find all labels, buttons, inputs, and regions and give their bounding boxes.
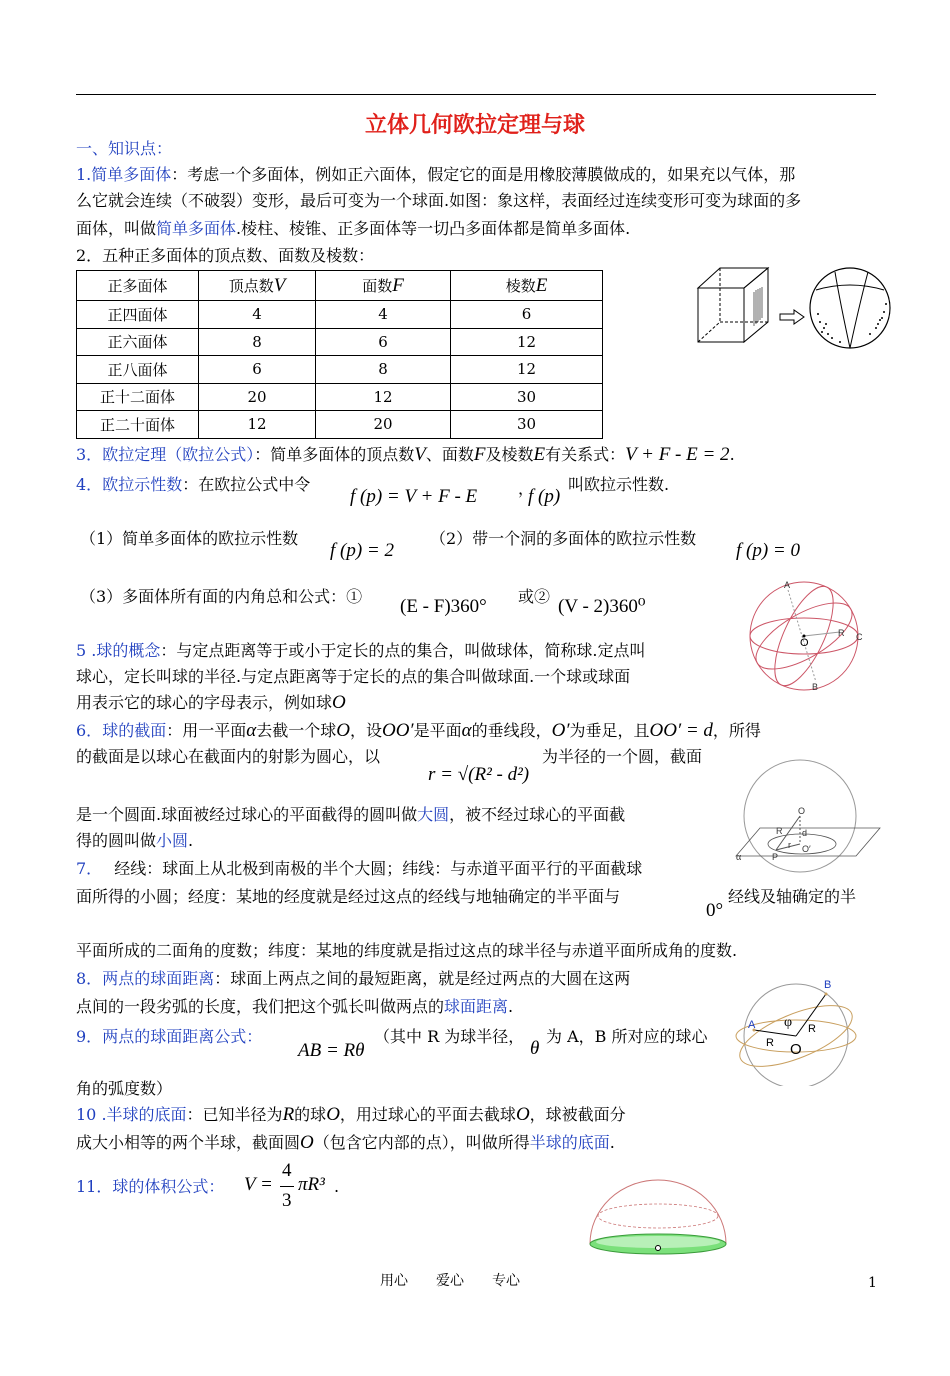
item1-line3-post: .棱柱、棱锥、正多面体等一切凸多面体都是简单多面体. bbox=[236, 219, 631, 238]
header-cell bbox=[451, 271, 603, 301]
item9-line2: 角的弧度数） bbox=[76, 1079, 173, 1098]
item4-num: 4． bbox=[76, 475, 103, 494]
table-cell: 6 bbox=[316, 328, 451, 356]
item6-op: O′ bbox=[551, 720, 570, 741]
item5-line3-text: 用表示它的球心的字母表示，例如球 bbox=[76, 693, 333, 712]
volume-frac-num: 4 bbox=[282, 1160, 292, 1181]
item1-line3 bbox=[76, 218, 630, 240]
item5-line2: 球心，定长叫球的半径.与定点距离等于定长的点的集合叫做球面.一个球或球面 bbox=[76, 667, 631, 686]
item6-text-b: 去截一个球 bbox=[256, 721, 337, 740]
item1-term: 简单多面体 bbox=[91, 165, 172, 184]
item7-zero-degree: 0° bbox=[706, 900, 724, 921]
item9-text-b: 为 A，B 所对应的球心 bbox=[546, 1027, 708, 1046]
item8-line2 bbox=[76, 996, 513, 1018]
polyhedra-table bbox=[76, 270, 603, 439]
header-var: F bbox=[392, 274, 404, 296]
table-row bbox=[77, 356, 603, 384]
item6-text-d: 是平面 bbox=[413, 721, 462, 740]
fig3-label-a: A bbox=[748, 1019, 756, 1031]
item3-text-a: ：简单多面体的顶点数 bbox=[254, 445, 415, 464]
table-cell: 12 bbox=[451, 328, 603, 356]
page-title: 立体几何欧拉定理与球 bbox=[364, 113, 585, 138]
radius-formula: r = √(R² - d²) bbox=[428, 764, 530, 785]
item6-text-c: ，设 bbox=[349, 721, 382, 740]
item7-line3: 平面所成的二面角的度数；纬度：某地的纬度就是指过这点的球半径与赤道平面所成角的度数. bbox=[76, 941, 738, 960]
euler-char-formula: f (p) = V + F - E bbox=[350, 486, 478, 507]
header-label: 顶点数 bbox=[228, 276, 274, 295]
item9-line1 bbox=[76, 1026, 262, 1048]
table-cell: 4 bbox=[316, 301, 451, 329]
table-row bbox=[77, 383, 603, 411]
fig3-label-r1: R bbox=[808, 1023, 816, 1035]
item10-o: O bbox=[326, 1104, 340, 1125]
hemisphere-figure bbox=[582, 1176, 732, 1260]
item4-fp: f (p) bbox=[528, 486, 561, 507]
item5-text: ：与定点距离等于或小于定长的点的集合，叫做球体，简称球.定点叫 bbox=[160, 641, 646, 660]
table-cell: 12 bbox=[199, 411, 316, 439]
item6-text-a: ：用一平面 bbox=[166, 721, 247, 740]
item3-line bbox=[76, 444, 735, 466]
item1-num: 1. bbox=[76, 165, 92, 184]
item6-term: 球的截面 bbox=[102, 721, 167, 740]
item11-num: 11． bbox=[76, 1177, 113, 1196]
item1-line3-term: 简单多面体 bbox=[156, 219, 237, 238]
item9-text-a: （其中 R 为球半径， bbox=[374, 1027, 525, 1046]
item10-term: 半球的底面 bbox=[106, 1105, 187, 1124]
volume-frac-bar bbox=[280, 1186, 294, 1187]
table-cell: 6 bbox=[199, 356, 316, 384]
header-cell: 正多面体 bbox=[77, 271, 199, 301]
volume-end: . bbox=[334, 1177, 340, 1196]
item4-text-b: 叫欧拉示性数. bbox=[568, 475, 670, 494]
item6-small-circle: 小圆 bbox=[156, 831, 189, 850]
item10-text-a: ：已知半径为 bbox=[186, 1105, 283, 1124]
item1-line3-pre: 面体，叫做 bbox=[76, 219, 157, 238]
item5-line3 bbox=[76, 692, 346, 714]
item9-term: 两点的球面距离公式： bbox=[102, 1027, 263, 1046]
footer-center: 用心 爱心 专心 bbox=[380, 1273, 520, 1289]
item3-paren: （欧拉公式） bbox=[166, 445, 255, 464]
item10-line2a: 成大小相等的两个半球，截面圆 bbox=[76, 1133, 301, 1152]
fig2-label-r: R bbox=[776, 826, 783, 836]
item6-line3a: 是一个圆面.球面被经过球心的平面截得的圆叫做 bbox=[76, 805, 418, 824]
header-label: 棱数 bbox=[505, 276, 536, 295]
table-row bbox=[77, 328, 603, 356]
item10-text-d: ，球被截面分 bbox=[529, 1105, 626, 1124]
item5-term: 球的概念 bbox=[96, 641, 161, 660]
item6-oo: OO′ bbox=[381, 720, 414, 741]
table-cell: 20 bbox=[199, 383, 316, 411]
item4-text-a: ：在欧拉公式中令 bbox=[182, 475, 311, 494]
fig2-label-d: d bbox=[802, 828, 808, 838]
item8-line1 bbox=[76, 968, 630, 990]
item8-term2: 球面距离 bbox=[444, 997, 509, 1016]
table-header-row bbox=[77, 271, 603, 301]
cube-to-sphere-figure bbox=[690, 262, 926, 354]
item8-term: 两点的球面距离 bbox=[102, 969, 215, 988]
item10-line2 bbox=[76, 1132, 615, 1154]
volume-rest: πR³ bbox=[298, 1174, 325, 1195]
item3-term: 欧拉定理 bbox=[102, 445, 167, 464]
item11-line bbox=[76, 1176, 224, 1198]
table-cell: 正八面体 bbox=[77, 356, 199, 384]
item10-o3: O bbox=[300, 1132, 314, 1153]
item4-1-text: （1）简单多面体的欧拉示性数 bbox=[80, 529, 299, 548]
section-heading: 一、知识点： bbox=[76, 139, 173, 158]
item4-3-text: （3）多面体所有面的内角总和公式：① bbox=[80, 587, 363, 606]
item4-line bbox=[76, 474, 310, 496]
item9-theta: θ bbox=[530, 1038, 540, 1059]
table-cell: 4 bbox=[199, 301, 316, 329]
item10-term2: 半球的底面 bbox=[529, 1133, 610, 1152]
fig3-label-phi: φ bbox=[784, 1015, 793, 1030]
arc-distance-formula: AB = Rθ bbox=[298, 1040, 365, 1061]
item4-comma: ， bbox=[518, 479, 535, 498]
fig1-label-c: C bbox=[856, 632, 863, 642]
item6-big-circle: 大圆 bbox=[417, 805, 450, 824]
item6-text-e: 的垂线段， bbox=[471, 721, 552, 740]
table-cell: 6 bbox=[451, 301, 603, 329]
fig3-label-r2: R bbox=[766, 1037, 774, 1049]
item7-line2a: 面所得的小圆；经度：某地的经度就是经过这点的经线与地轴确定的半平面与 bbox=[76, 887, 621, 906]
item3-num: 3． bbox=[76, 445, 103, 464]
item6-alpha2: α bbox=[461, 720, 472, 741]
item6-text-f: 为垂足，且 bbox=[569, 721, 650, 740]
item4-term: 欧拉示性数 bbox=[102, 475, 183, 494]
table-cell: 正十二面体 bbox=[77, 383, 199, 411]
item7-text: 经线：球面上从北极到南极的半个大圆；纬线：与赤道平面平行的平面截球 bbox=[114, 859, 643, 878]
item10-line2b: （包含它内部的点），叫做所得 bbox=[313, 1133, 530, 1152]
table-cell: 8 bbox=[316, 356, 451, 384]
fig2-label-p: P bbox=[772, 852, 779, 862]
item4-3-or: 或② bbox=[518, 587, 551, 606]
item2-heading: 2．五种正多面体的顶点数、面数及棱数： bbox=[76, 246, 375, 265]
item9-num: 9． bbox=[76, 1027, 103, 1046]
item1-line2: 么它就会连续（不破裂）变形，最后可变为一个球面.如图：象这样，表面经过连续变形可变为球面的多 bbox=[76, 191, 802, 210]
table-cell: 20 bbox=[316, 411, 451, 439]
header-var: E bbox=[535, 274, 548, 296]
table-cell: 30 bbox=[451, 411, 603, 439]
item6-line2b: 为半径的一个圆，截面 bbox=[542, 747, 703, 766]
item4-2-text: （2）带一个洞的多面体的欧拉示性数 bbox=[430, 529, 697, 548]
item6-num: 6． bbox=[76, 721, 103, 740]
top-rule bbox=[76, 94, 876, 95]
item3-var-v: V bbox=[414, 444, 426, 465]
item10-o2: O bbox=[515, 1104, 530, 1125]
table-cell: 正六面体 bbox=[77, 328, 199, 356]
item5-var-o: O bbox=[332, 692, 346, 713]
sphere-section-figure bbox=[732, 756, 882, 876]
table-cell: 12 bbox=[451, 356, 603, 384]
fig1-label-b: B bbox=[812, 682, 819, 692]
item6-line2a: 的截面是以球心在截面内的射影为圆心，以 bbox=[76, 747, 381, 766]
item7-line1 bbox=[76, 858, 642, 880]
item10-text-b: 的球 bbox=[294, 1105, 327, 1124]
item6-o: O bbox=[336, 720, 350, 741]
item10-line2c: . bbox=[609, 1133, 615, 1152]
item6-alpha: α bbox=[246, 720, 257, 741]
fig3-label-b: B bbox=[824, 979, 832, 991]
item10-r: R bbox=[282, 1104, 295, 1125]
fig1-label-o: O bbox=[800, 637, 809, 649]
table-cell: 正二十面体 bbox=[77, 411, 199, 439]
item8-line2b: . bbox=[508, 997, 514, 1016]
fig2-label-r-small: r bbox=[788, 840, 791, 850]
item3-var-e: E bbox=[533, 444, 546, 465]
item6-line1 bbox=[76, 720, 761, 742]
item3-text-d: 有关系式： bbox=[545, 445, 626, 464]
item8-text: ：球面上两点之间的最短距离，就是经过两点的大圆在这两 bbox=[214, 969, 631, 988]
table-row bbox=[77, 301, 603, 329]
item4-3-formula1: (E - F)360° bbox=[400, 596, 487, 617]
item5-num: 5 . bbox=[76, 641, 97, 660]
item6-line4b: . bbox=[188, 831, 194, 850]
sphere-distance-figure bbox=[730, 974, 860, 1086]
table-cell: 12 bbox=[316, 383, 451, 411]
volume-v: V = bbox=[244, 1174, 273, 1195]
item6-text-g: ，所得 bbox=[712, 721, 761, 740]
item4-2-formula: f (p) = 0 bbox=[736, 540, 801, 561]
item6-line3 bbox=[76, 804, 625, 826]
item6-line4a: 得的圆叫做 bbox=[76, 831, 157, 850]
item7-line2b: 经线及轴确定的半 bbox=[728, 887, 857, 906]
item6-line3b: ，被不经过球心的平面截 bbox=[449, 805, 626, 824]
item10-num: 10 . bbox=[76, 1105, 107, 1124]
header-var: V bbox=[273, 274, 286, 296]
euler-formula: V + F - E = 2 bbox=[625, 444, 730, 465]
item8-num: 8． bbox=[76, 969, 103, 988]
page-number: 1 bbox=[868, 1275, 877, 1291]
item3-text-c: 及棱数 bbox=[485, 445, 534, 464]
fig1-label-a: A bbox=[784, 580, 791, 590]
fig3-label-o: O bbox=[790, 1041, 802, 1058]
item4-3-formula2: (V - 2)360⁰ bbox=[558, 596, 646, 617]
item11-term: 球的体积公式： bbox=[112, 1177, 225, 1196]
item7-num: 7． bbox=[76, 859, 103, 878]
fig2-label-o-prime: O′ bbox=[802, 844, 811, 854]
table-cell: 30 bbox=[451, 383, 603, 411]
item10-line1 bbox=[76, 1104, 626, 1126]
item4-1-formula: f (p) = 2 bbox=[330, 540, 395, 561]
header-cell bbox=[199, 271, 316, 301]
header-cell bbox=[316, 271, 451, 301]
fig2-label-alpha: α bbox=[736, 852, 742, 863]
item1-text: ：考虑一个多面体，例如正六面体，假定它的面是用橡胶薄膜做成的，如果充以气体，那 bbox=[171, 165, 796, 184]
item3-var-f: F bbox=[473, 444, 486, 465]
item3-text-b: 、面数 bbox=[425, 445, 474, 464]
table-cell: 8 bbox=[199, 328, 316, 356]
table-cell: 正四面体 bbox=[77, 301, 199, 329]
sphere-figure-1 bbox=[740, 576, 870, 696]
item6-ood: OO′ = d bbox=[649, 720, 713, 741]
item5-line1 bbox=[76, 640, 645, 662]
volume-frac-den: 3 bbox=[282, 1190, 292, 1211]
item8-line2a: 点间的一段劣弧的长度，我们把这个弧长叫做两点的 bbox=[76, 997, 445, 1016]
fig2-label-o: O bbox=[798, 806, 806, 816]
fig1-label-r: R bbox=[838, 628, 845, 638]
item3-end: . bbox=[729, 445, 735, 464]
table-row bbox=[77, 411, 603, 439]
item10-text-c: ，用过球心的平面去截球 bbox=[339, 1105, 516, 1124]
item6-line4 bbox=[76, 830, 193, 852]
item1-line1 bbox=[76, 164, 795, 186]
header-label: 面数 bbox=[362, 276, 393, 295]
